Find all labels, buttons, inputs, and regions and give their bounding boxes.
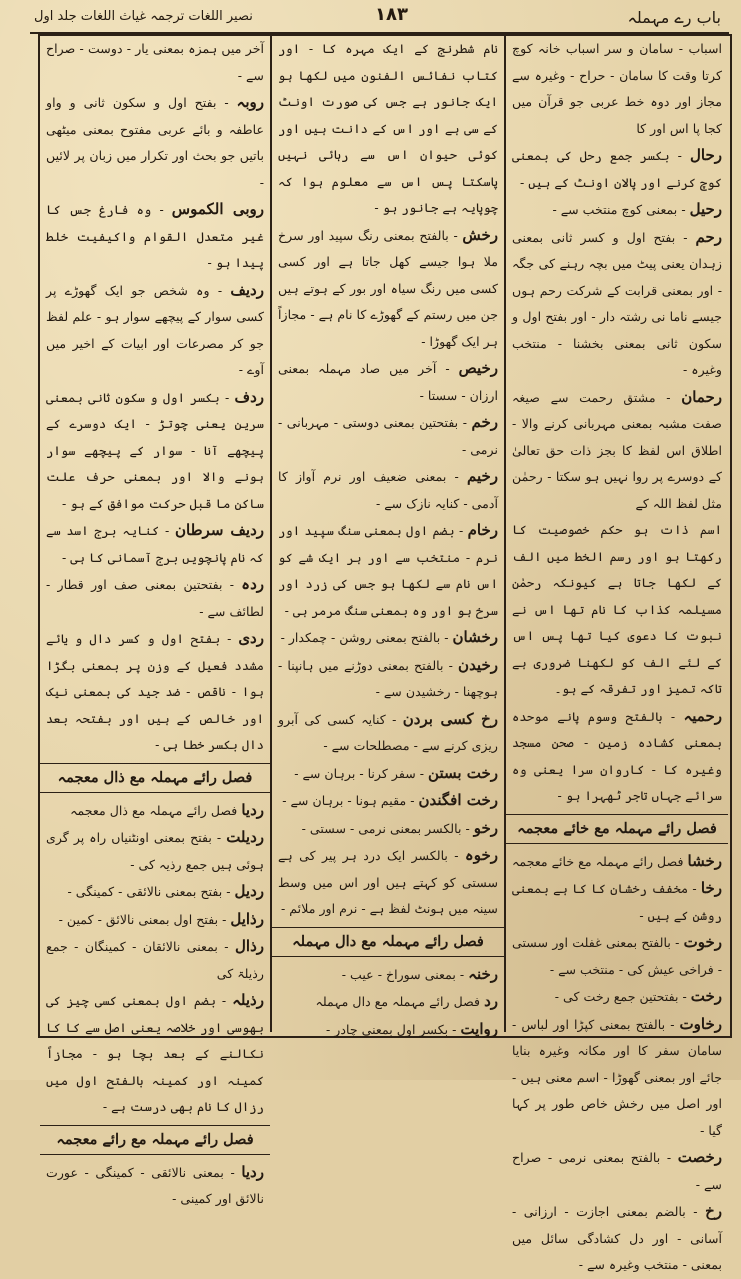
entry-text <box>46 384 264 518</box>
entry-definition: - بالکسر ایک درد ہر پیر کی ہے سستی کو کہتے ہیں اور اس میں وسط سینہ میں ہونٹ لفظ ہے - نرم اور ملائم - <box>278 848 498 916</box>
entry-text: نام شطرنج کے ایک مہرہ کا - اور کتاب نفائس الفنون میں لکھا ہو ایک جانور ہے جس کی صورت اونٹ کے سی ہے اور اس کے دانت ہیں اور کوئی حیوان اس سے رہائی نہیں پاسکتا پس اس سے معلوم ہوا کہ چوپایہ ہے جانور ہو - <box>278 41 498 215</box>
entry-definition: - بالفتح بمعنی کپڑا اور لباس - سامان سفر کا اور مکانہ وغیرہ بنایا جائے اور بمعنی گھوڑا - اسم معنی ہیں - اور اصل میں رخش خاص طور پر کہا گیا - <box>512 1016 722 1138</box>
entry-definition: - سفر کرنا - برہان سے - <box>294 765 425 781</box>
entry-text <box>278 815 498 843</box>
entry-text <box>278 988 498 1016</box>
entry-headword: رخا <box>700 879 722 897</box>
entry-headword: ردیا <box>241 800 264 819</box>
entry-text <box>512 1011 722 1145</box>
entry-headword: رخم <box>471 413 498 431</box>
entry-text <box>46 878 264 906</box>
entry-definition: - مقیم ہونا - برہان سے - <box>282 793 415 808</box>
entry-headword: رحم <box>695 227 722 246</box>
entry-text <box>278 222 498 356</box>
entry-definition: - بفتح بمعنی نالائقی - کمینگی - <box>67 884 231 899</box>
entry-headword: رخ <box>705 1202 722 1220</box>
entry-definition: - بالکسر بمعنی نرمی - سستی - <box>301 820 470 836</box>
entry-headword: رخشان <box>452 628 498 646</box>
entry-definition: - بالفتح بمعنی دوڑنے میں ہانپنا - ہوچھنا - رخشیدن سے - <box>278 657 498 699</box>
entry-headword: رخاوت <box>679 1014 722 1033</box>
entry-definition: - بمعنی نالائقی - کمینگی - عورت نالائق اور کمینی - <box>46 1164 264 1206</box>
entry-text <box>46 625 264 759</box>
entry-text <box>278 409 498 463</box>
entry-text <box>278 787 498 815</box>
entry-headword: ردف <box>234 387 264 406</box>
entry-headword: رخیص <box>458 359 498 377</box>
entry-definition: - بالفتح بمعنی روشن - چمکدار - <box>280 630 449 645</box>
entry-headword: ردہ <box>241 575 264 593</box>
entry-headword: رخوت <box>683 933 722 951</box>
entry-headword: رذال <box>235 937 264 955</box>
entry-definition: - بکسر جمع رحل کی بمعنی کوچ کرنے اور پالان اونٹ کے ہیں - <box>512 148 722 190</box>
page-header <box>30 6 729 34</box>
entry-text <box>278 760 498 788</box>
column-left <box>40 36 270 1206</box>
entry-text <box>278 652 498 706</box>
entry-text <box>512 848 722 876</box>
entry-text <box>512 384 722 518</box>
entry-text <box>512 929 722 983</box>
entry-headword: رخوہ <box>464 846 498 864</box>
section-heading: فصل رائے مہملہ مع خائے معجمہ <box>506 814 728 844</box>
entry-text <box>278 463 498 517</box>
entry-definition: - مشتق رحمت سے صیغہ صفت مشبہ بمعنی مہربانی کرنے والا - اطلاق اس لفظ کا بجز ذات حق تعالیٰ کے دوسرے پر روا نہیں ہو سکتا - رحمٰن مثل لفظ اللہ کے <box>512 389 722 511</box>
entry-definition: - بفتح اول و کسر ثانی بمعنی زہدان یعنی پیٹ میں بچہ رہنے کی جگہ - اور بمعنی قرابت کے شرکت رحم ہوں جیسے ناما نی رشتہ دار - اور بفتح اول و سکون ثانی بمعنی بخشنا - منتخب وغیرہ - <box>512 229 722 377</box>
entry-definition: - بالفتح بمعنی رنگ سپید اور سرخ ملا ہوا جیسے کھل جاتا ہے اور کسی کسی میں رنگ سیاہ اور بور کے ہوتے ہیں جن میں رستم کے گھوڑے کا نام ہے - مجازاً ہر ایک گھوڑا - <box>278 227 498 349</box>
entry-text <box>46 277 264 384</box>
entry-headword: روبہ <box>236 93 264 111</box>
entry-headword: رحمان <box>681 387 722 406</box>
entry-text <box>278 517 498 624</box>
entry-definition: - بضم اول بمعنی سنگ سپید اور نرم - منتخب سے اور ہر ایک شے کو اس نام سے لکھا ہو جس کی زرد اور سرخ ہو اور وہ بمعنی سنگ مرمر ہی - <box>278 523 498 618</box>
entry-text <box>512 1198 722 1279</box>
entry-headword: رذیلہ <box>232 991 264 1009</box>
entry-text <box>512 983 722 1011</box>
entry-headword: رخت افگندن <box>418 791 498 809</box>
entry-headword: ردیف <box>230 280 264 299</box>
entry-text <box>512 196 722 224</box>
entry-definition: - بالضم بمعنی اجازت - ارزانی - آسانی - اور دل کشادگی سائل میں بمعنی - منتخب وغیرہ سے - <box>512 1204 722 1272</box>
entry-definition: - کنایہ کسی کی آبرو ریزی کرنے سے - مصطلحات سے - <box>278 711 498 753</box>
header-book-title: نصیر اللغات ترجمہ غیاث اللغات جلد اول <box>34 9 253 24</box>
entry-text <box>512 703 722 810</box>
entry-definition: - بمعنی کوچ منتخب سے - <box>552 202 686 217</box>
entry-definition: - بالفتح بمعنی نرمی - صراح سے - <box>512 1150 722 1192</box>
entry-text <box>278 624 498 652</box>
entry-headword: رحیل <box>689 200 722 218</box>
entry-definition: - بمعنی نالائقان - کمینگان - جمع رذیلۃ کی <box>46 939 264 981</box>
entry-definition: - بفتحتین جمع رخت کی - <box>554 989 687 1004</box>
entry-definition: - وہ فارغ جس کا غیر متعدل القوام واکیفیت خلط پیدا ہو - <box>46 202 264 270</box>
entry-definition: - بفتحتین بمعنی دوستی - مہربانی - نرمی - <box>278 415 498 457</box>
entry-headword: رخشا <box>687 851 722 870</box>
entry-text <box>46 824 264 878</box>
entry-text: اسباب - سامان و سر اسباب خانہ کوچ کرتا وقت کا سامان - حراح - وغیرہ سے مجاز اور دوہ خط عربی جو قرآن میں کجا پا اس اور کا <box>512 41 722 136</box>
entry-headword: روبی الکموس <box>171 200 264 218</box>
entry-definition: - بمعنی سوراخ - عیب - <box>341 966 465 982</box>
column-right <box>506 36 728 1272</box>
entry-headword: رحمیہ <box>683 706 722 725</box>
entry-headword: رخت <box>690 987 722 1005</box>
entry-headword: رخ کسی بردن <box>402 709 498 728</box>
entry-text: آخر میں ہمزہ بمعنی یار - دوست - صراح سے - <box>46 41 264 83</box>
entry-headword: رخش <box>462 225 498 244</box>
entry-definition: - بالفتح بمعنی غفلت اور سستی - فراخی عیش کی - منتخب سے - <box>512 935 722 977</box>
entry-definition: - بفتح بمعنی اونٹنیاں راہ پر گری ہوئی ہیں جمع رذیہ کی - <box>46 830 264 872</box>
entry-definition: فصل رائے مہملہ مع ذال معجمہ <box>70 802 238 818</box>
entry-definition: - بفتح اول بمعنی نالائق - کمین - <box>58 911 227 927</box>
entry-definition: - وہ شخص جو ایک گھوڑے پر کسی سوار کے پیچھے سوار ہو - علم لفظ جو کر مصرعات اور ابیات کے اخیر میں آوے - <box>46 282 264 377</box>
entry-text <box>46 1159 264 1213</box>
entry-definition: - آخر میں صاد مہملہ بمعنی ارزان - سستا - <box>278 361 498 403</box>
entry-text <box>46 933 264 987</box>
entry-text <box>512 224 722 384</box>
entry-definition: - بالفتح وسوم پانے موحدہ بمعنی کشادہ زمین - صحن مسجد وغیرہ کا - کاروان سرا یعنی وہ سرائے جہاں تاجر ٹھہرا ہو - <box>512 708 722 803</box>
section-heading: فصل رائے مہملہ مع دال مہملہ <box>272 927 504 957</box>
entry-headword: رخصت <box>677 1148 722 1166</box>
entry-headword: رخو <box>473 818 498 837</box>
entry-headword: ردی <box>238 629 264 647</box>
header-chapter: باب رے مہملہ <box>627 8 721 27</box>
header-page-number: ۱۸۳ <box>375 4 408 25</box>
entry-text <box>46 89 264 196</box>
entry-definition: فصل رائے مہملہ مع دال مہملہ <box>315 994 481 1009</box>
entry-text <box>46 906 264 934</box>
entry-headword: رحال <box>690 146 723 164</box>
entry-headword: رد <box>484 992 498 1010</box>
entry-text <box>278 706 498 760</box>
entry-text <box>46 797 264 825</box>
entry-text: اسم ذات ہو حکم خصوصیت کا رکھتا ہو اور رسم الخط میں الف کے لکھا جاتا ہے کیونکہ رحمٰن مسیلمہ کذاب کا نام تھا اس نے نبوت کا دعوی کیا تھا پس اس کے لئے الف کو لکھنا ضروری ہے تاکہ تمیز اور تفرقہ کے ہو۔ <box>512 522 722 696</box>
entry-definition: - بکسر اول و سکون ثانی بمعنی سرین یعنی چوتڑ - ایک دوسرے کے پیچھے آنا - سوار کے پیچھے سوار ہونے والا اور بمعنی حرف علت ساکن ما قبل حرکت موافق کے ہو - <box>46 389 264 511</box>
entry-headword: ردیف سرطان <box>175 521 264 539</box>
entry-definition: - بفتح اول و سکون ثانی و واو عاطفہ و بائے عربی مفتوح بمعنی میٹھی باتیں جو بحث اور تکرار میں زبان پر لائیں - <box>46 95 264 190</box>
section-heading: فصل رائے مہملہ مع رائے معجمہ <box>40 1125 270 1155</box>
entry-headword: روایت <box>460 1019 498 1038</box>
entry-text <box>278 1016 498 1044</box>
entry-headword: ردیلت <box>226 828 264 846</box>
entry-definition: - مخفف رخشان کا کا ہے بمعنی روشن کے ہیں - <box>512 881 722 923</box>
entry-text <box>512 1144 722 1198</box>
entry-text <box>278 842 498 923</box>
entry-headword: رخیدن <box>458 655 498 674</box>
entry-headword: رذایل <box>230 909 264 928</box>
entry-headword: رخنہ <box>468 964 498 983</box>
entry-text <box>46 987 264 1121</box>
column-middle <box>272 36 504 1038</box>
entry-definition: - بضم اول بمعنی کسی چیز کی بھوسی اور خلاصہ یعنی اصل سے کا کا نکالنے کے بعد بچا ہو - مجازاً کمینہ اور کمینہ بالفتح اول میں رزال کا نام بھی درست ہے - <box>46 993 264 1114</box>
entry-text <box>278 355 498 409</box>
entry-definition: - بکسر اول بمعنی چادر - <box>326 1021 457 1037</box>
entry-headword: رخت بستن <box>428 763 498 782</box>
entry-text <box>278 961 498 989</box>
entry-definition: - کنایہ برج اسد سے کہ نام پانچویں برج آسمانی کا ہی - <box>46 523 264 565</box>
entry-definition: - بفتح اول و کسر دال و یائے مشدد فعیل کے وزن پر بمعنی بگڑا ہوا - ناقص - ضد جید کی بمعنی نیک اور خالص کے ہیں اور بفتحہ بعد دال بکسر خطا ہی - <box>46 631 264 752</box>
entry-definition: فصل رائے مہملہ مع خائے معجمہ <box>512 853 684 869</box>
entry-text <box>512 875 722 929</box>
entry-text <box>46 196 264 277</box>
entry-text <box>46 571 264 625</box>
section-heading: فصل رائے مہملہ مع ذال معجمہ <box>40 763 270 793</box>
entry-text <box>46 517 264 571</box>
entry-text <box>512 142 722 196</box>
entry-definition: - بمعنی ضعیف اور نرم آواز کا آدمی - کنایہ نازک سے - <box>278 469 498 511</box>
entry-headword: رخام <box>467 521 498 539</box>
entry-definition: - بفتحتین بمعنی صف اور قطار - لطائف سے - <box>46 577 264 619</box>
entry-headword: رخیم <box>466 467 498 485</box>
entry-headword: ردیل <box>234 882 264 900</box>
entry-headword: ردیا <box>241 1162 264 1181</box>
